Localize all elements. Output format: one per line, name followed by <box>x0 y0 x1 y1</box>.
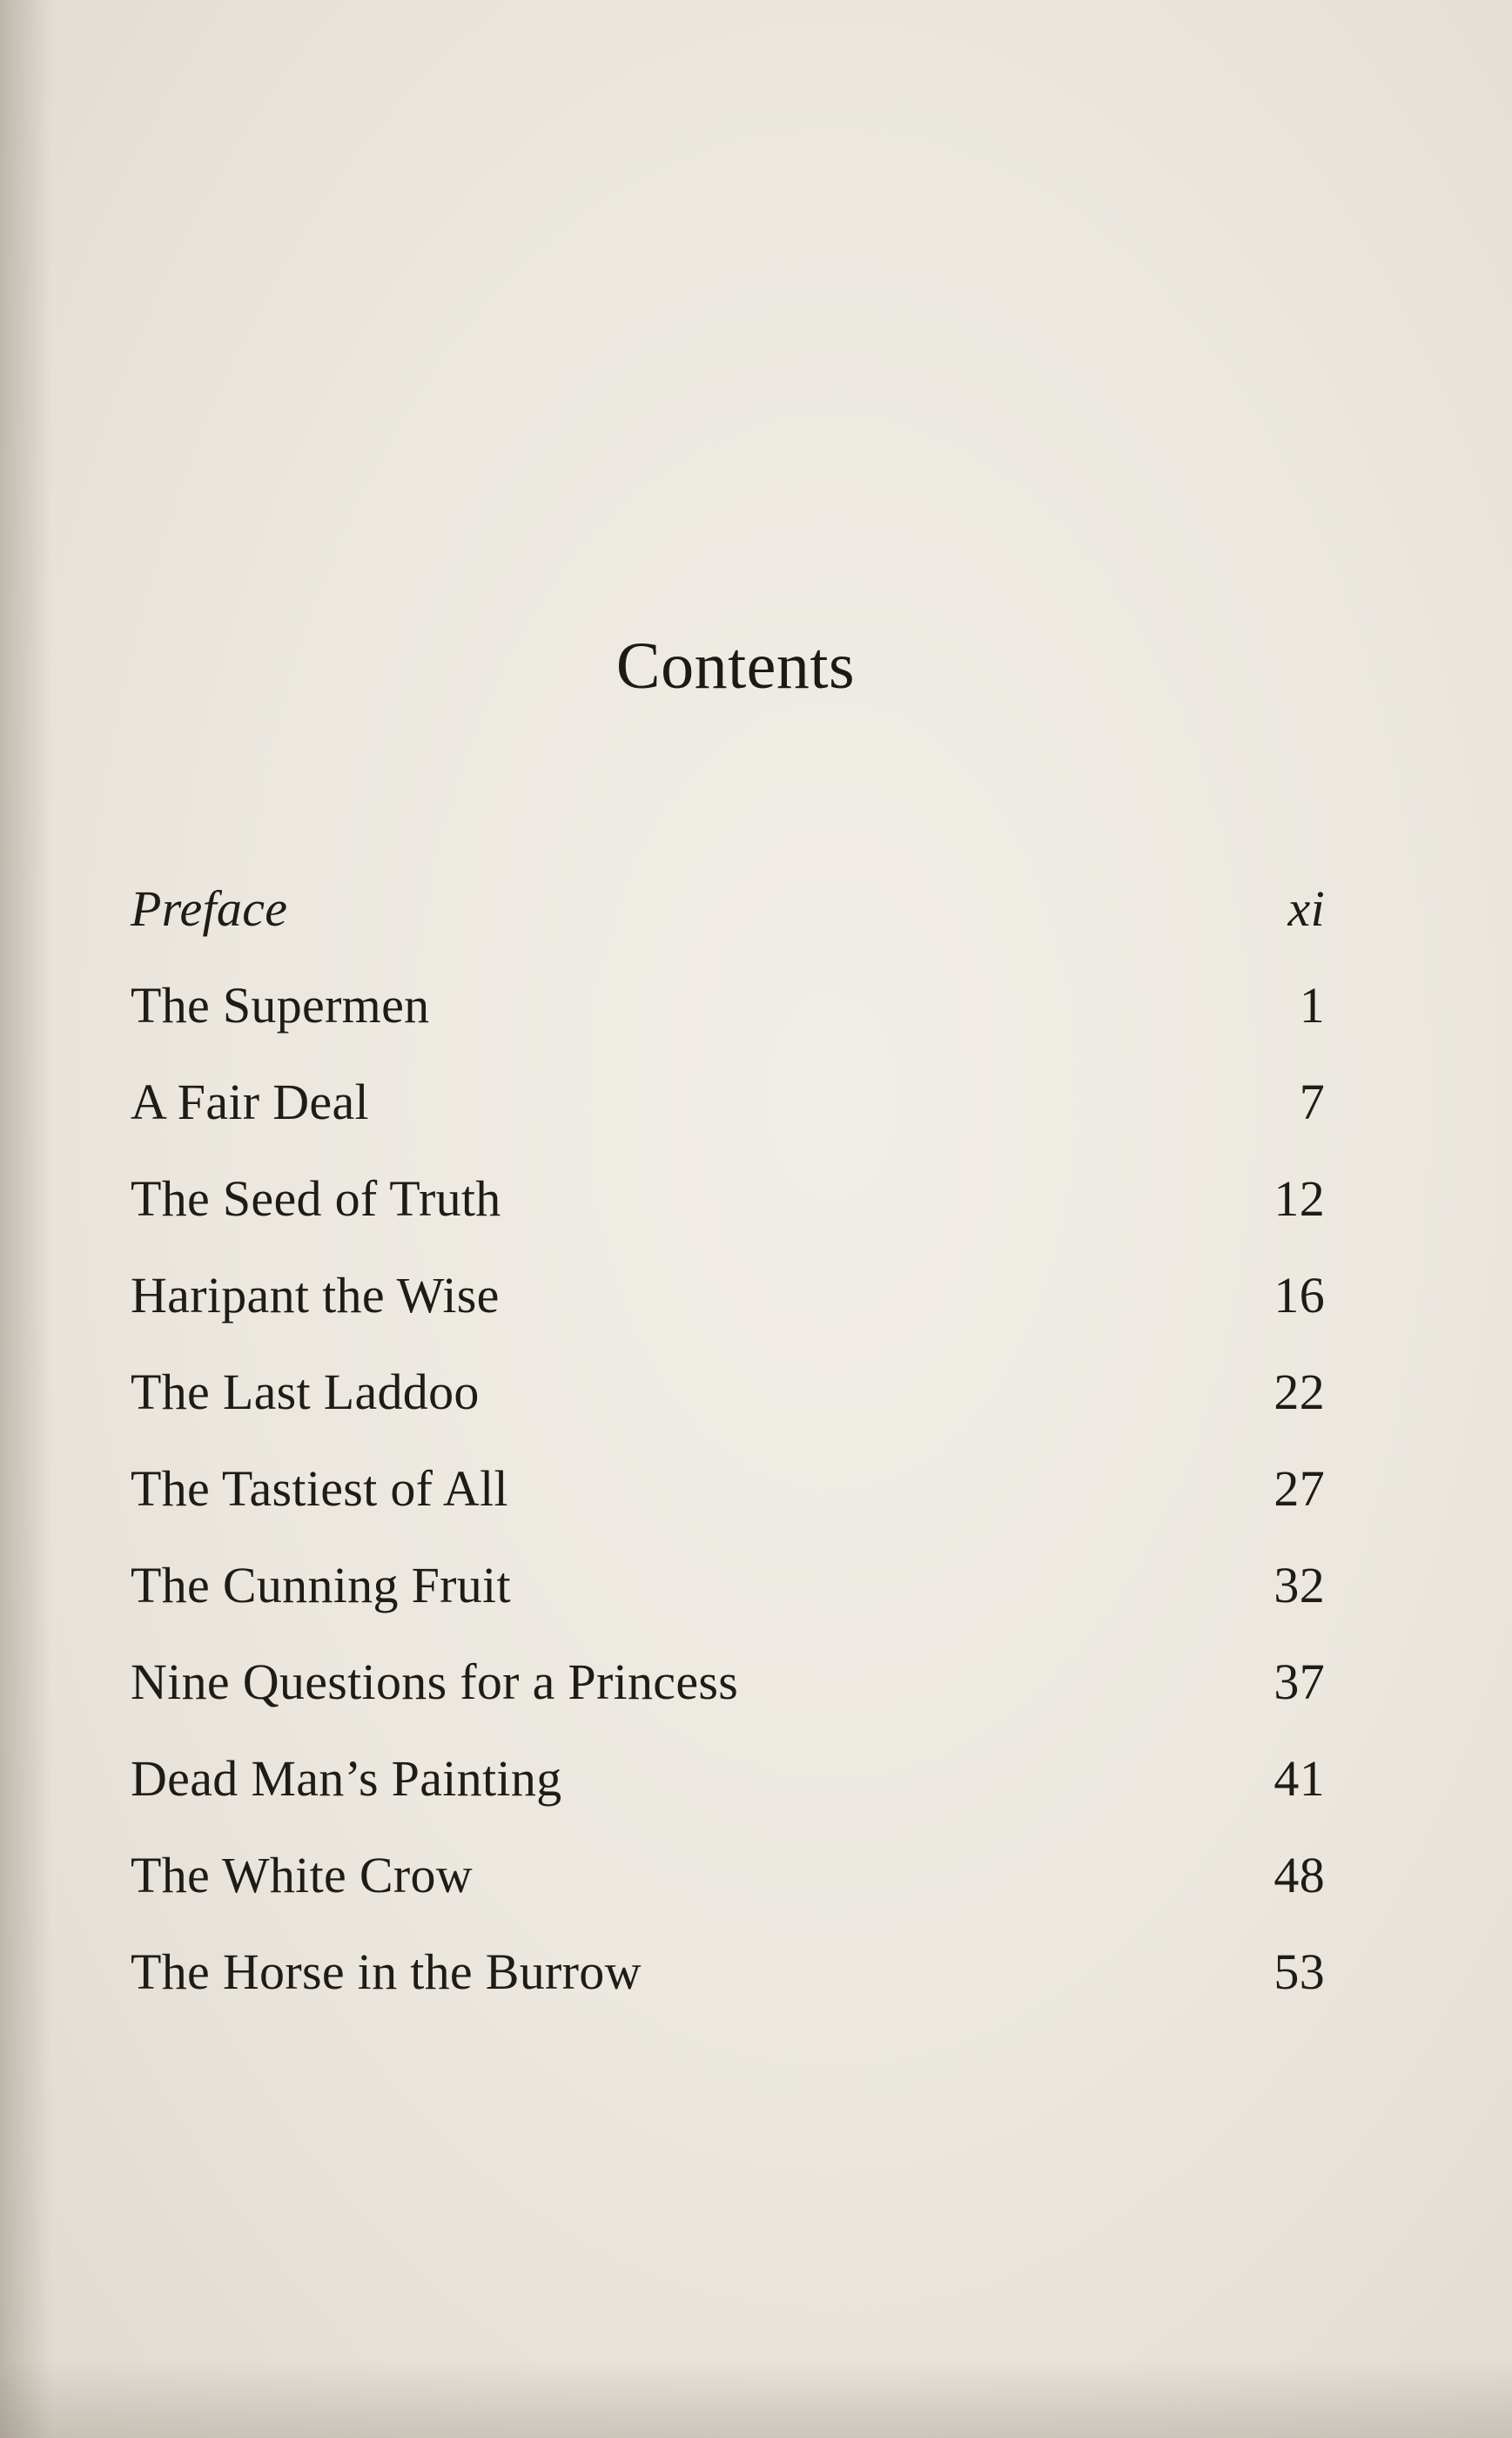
toc-entry-title: The Seed of Truth <box>131 1170 501 1227</box>
toc-entry <box>131 1363 1325 1459</box>
toc-entry-title: The Last Laddoo <box>131 1364 480 1420</box>
toc-entry <box>131 1266 1325 1363</box>
toc-entry <box>131 1749 1325 1846</box>
toc-entry-page: 16 <box>1273 1267 1325 1323</box>
page-edge-shadow <box>0 0 52 2438</box>
toc-entry <box>131 1943 1325 2039</box>
toc-entry-title: The Cunning Fruit <box>131 1557 511 1613</box>
page-title: Contents <box>615 630 856 703</box>
toc-entry-page: 53 <box>1273 1943 1325 2000</box>
toc-entry <box>131 1169 1325 1266</box>
toc-entry-title: Preface <box>131 880 288 937</box>
toc-entry-page: 32 <box>1273 1557 1325 1613</box>
toc-entry-page: 48 <box>1273 1847 1325 1903</box>
toc-entry-page: 12 <box>1273 1170 1325 1227</box>
page-bottom-shadow <box>0 2360 1512 2438</box>
toc-entry <box>131 1846 1325 1943</box>
toc-entry-title: The Tastiest of All <box>131 1460 508 1517</box>
toc-entry <box>131 1653 1325 1749</box>
toc-entry-preface <box>131 879 1325 976</box>
toc-entry-page: xi <box>1287 880 1325 937</box>
toc-entry-page: 37 <box>1273 1653 1325 1710</box>
toc-entry-page: 41 <box>1273 1750 1325 1807</box>
toc-entry-title: The Horse in the Burrow <box>131 1943 642 2000</box>
table-of-contents <box>131 879 1325 2039</box>
toc-entry-title: A Fair Deal <box>131 1074 369 1130</box>
toc-entry-page: 7 <box>1299 1074 1325 1130</box>
toc-entry-page: 27 <box>1273 1460 1325 1517</box>
toc-entry-title: The White Crow <box>131 1847 473 1903</box>
toc-entry-title: Haripant the Wise <box>131 1267 500 1323</box>
toc-entry-title: The Supermen <box>131 977 430 1034</box>
toc-entry <box>131 1459 1325 1556</box>
toc-entry <box>131 976 1325 1073</box>
toc-entry-page: 22 <box>1273 1364 1325 1420</box>
toc-entry-page: 1 <box>1299 977 1325 1034</box>
toc-entry <box>131 1556 1325 1653</box>
toc-entry-title: Nine Questions for a Princess <box>131 1653 739 1710</box>
toc-entry <box>131 1073 1325 1169</box>
toc-entry-title: Dead Man’s Painting <box>131 1750 562 1807</box>
